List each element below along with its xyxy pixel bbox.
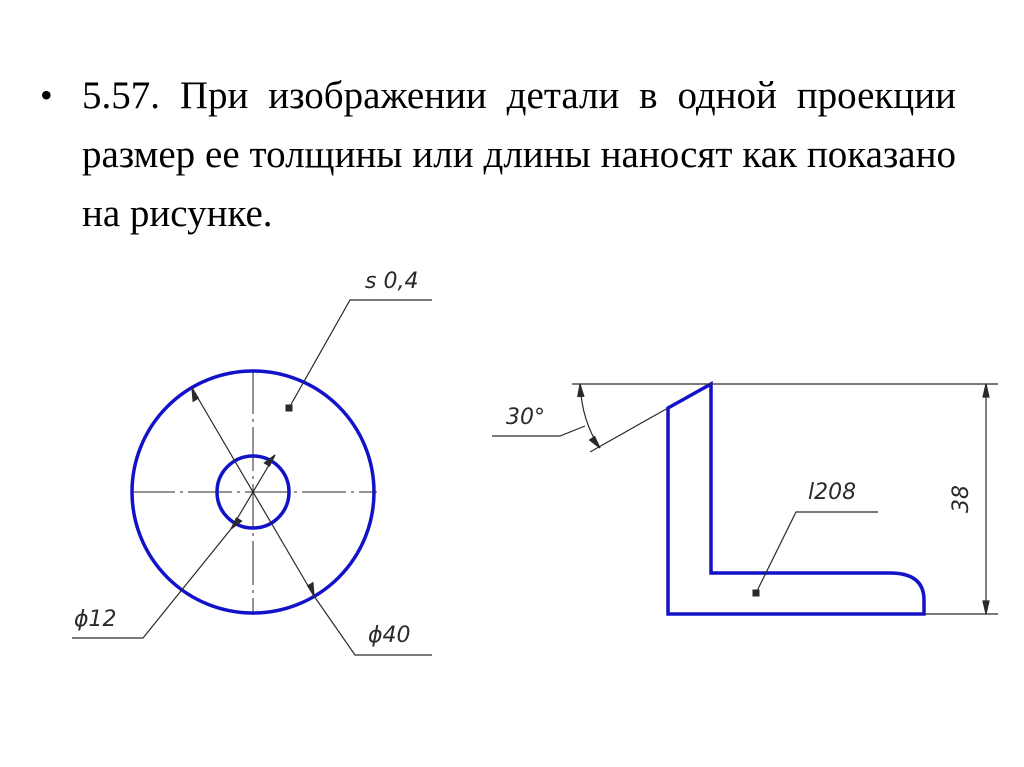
bracket-outline: [668, 384, 924, 614]
inner-diameter-label: ϕ12: [74, 607, 117, 632]
thickness-label: s 0,4: [365, 269, 419, 294]
bracket-view: [492, 384, 998, 614]
length-label: l208: [808, 480, 857, 505]
angle-label: 30°: [506, 405, 545, 430]
length-leader: [753, 512, 879, 597]
height-label: 38: [949, 485, 974, 513]
outer-diameter-dimension: [192, 388, 432, 655]
thickness-leader: [286, 300, 433, 412]
washer-view: [72, 269, 432, 655]
rule-text: 5.57. При изображении детали в одной проекции размер ее толщины или длины наносят как показано на рисунке.: [82, 74, 956, 235]
bullet-icon: •: [40, 75, 53, 115]
outer-diameter-label: ϕ40: [368, 623, 411, 648]
